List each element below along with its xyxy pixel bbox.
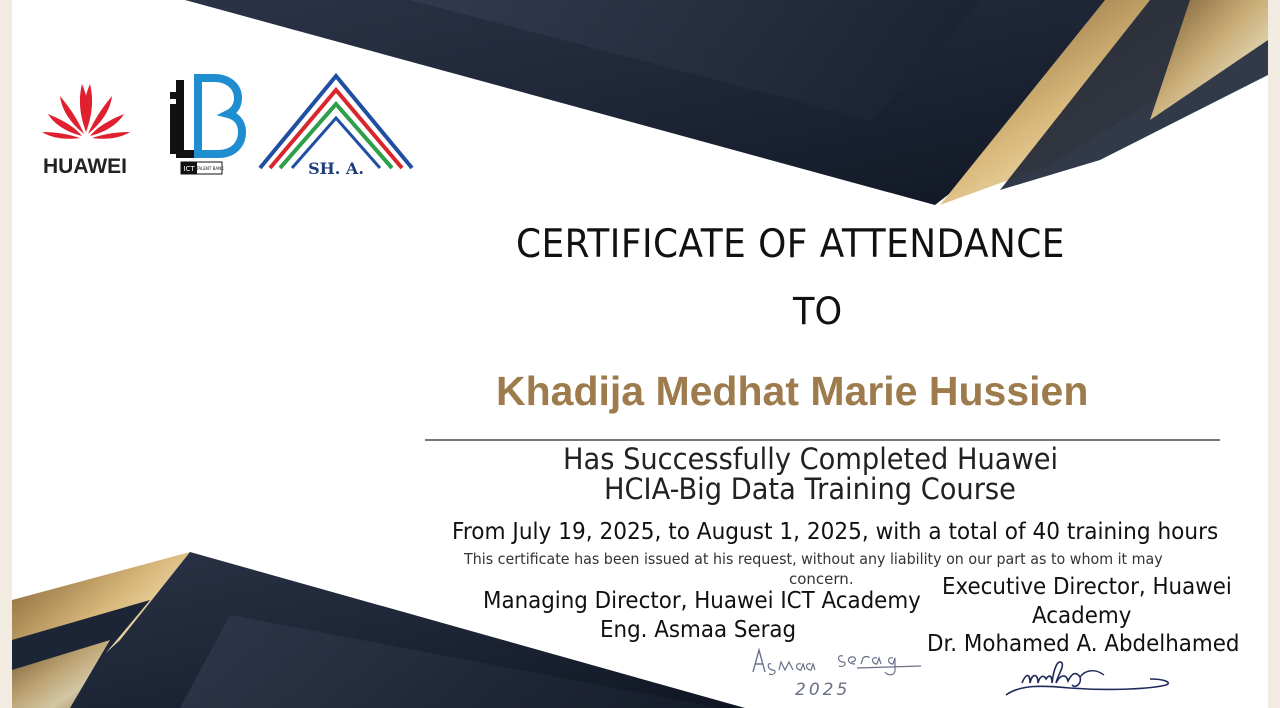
- huawei-logo-icon: [42, 84, 130, 139]
- recipient-name: Khadija Medhat Marie Hussien: [496, 368, 1089, 414]
- completion-line-1: Has Successfully Completed Huawei: [563, 442, 1059, 476]
- managing-director-name: Eng. Asmaa Serag: [600, 617, 797, 643]
- certificate-to-label: TO: [793, 290, 843, 333]
- sha-logo-text: SH. A.: [308, 159, 364, 178]
- training-dates-line: From July 19, 2025, to August 1, 2025, with a total of 40 training hours: [452, 519, 1219, 545]
- huawei-logo-text: HUAWEI: [43, 155, 127, 178]
- svg-text:TALENT BANK: TALENT BANK: [196, 166, 224, 171]
- sha-logo-icon: [260, 76, 412, 168]
- completion-line-2: HCIA-Big Data Training Course: [604, 472, 1016, 506]
- disclaimer-line-1: This certificate has been issued at his request, without any liability on our part as to whom it may: [464, 550, 1163, 568]
- svg-text:ICT: ICT: [183, 165, 195, 173]
- name-underline-divider: [425, 439, 1220, 441]
- executive-director-role-line-2: Academy: [1032, 603, 1132, 629]
- executive-director-name: Dr. Mohamed A. Abdelhamed: [927, 631, 1240, 657]
- disclaimer-line-2: concern.: [789, 570, 854, 588]
- executive-director-signature: [1000, 655, 1180, 705]
- managing-director-role: Managing Director, Huawei ICT Academy: [483, 588, 921, 614]
- managing-director-signature-year: 2025: [795, 680, 851, 700]
- ictb-logo-icon: [170, 78, 242, 174]
- certificate-title: CERTIFICATE OF ATTENDANCE: [516, 222, 1065, 267]
- partner-logos: [30, 70, 430, 190]
- executive-director-role-line-1: Executive Director, Huawei: [942, 574, 1232, 600]
